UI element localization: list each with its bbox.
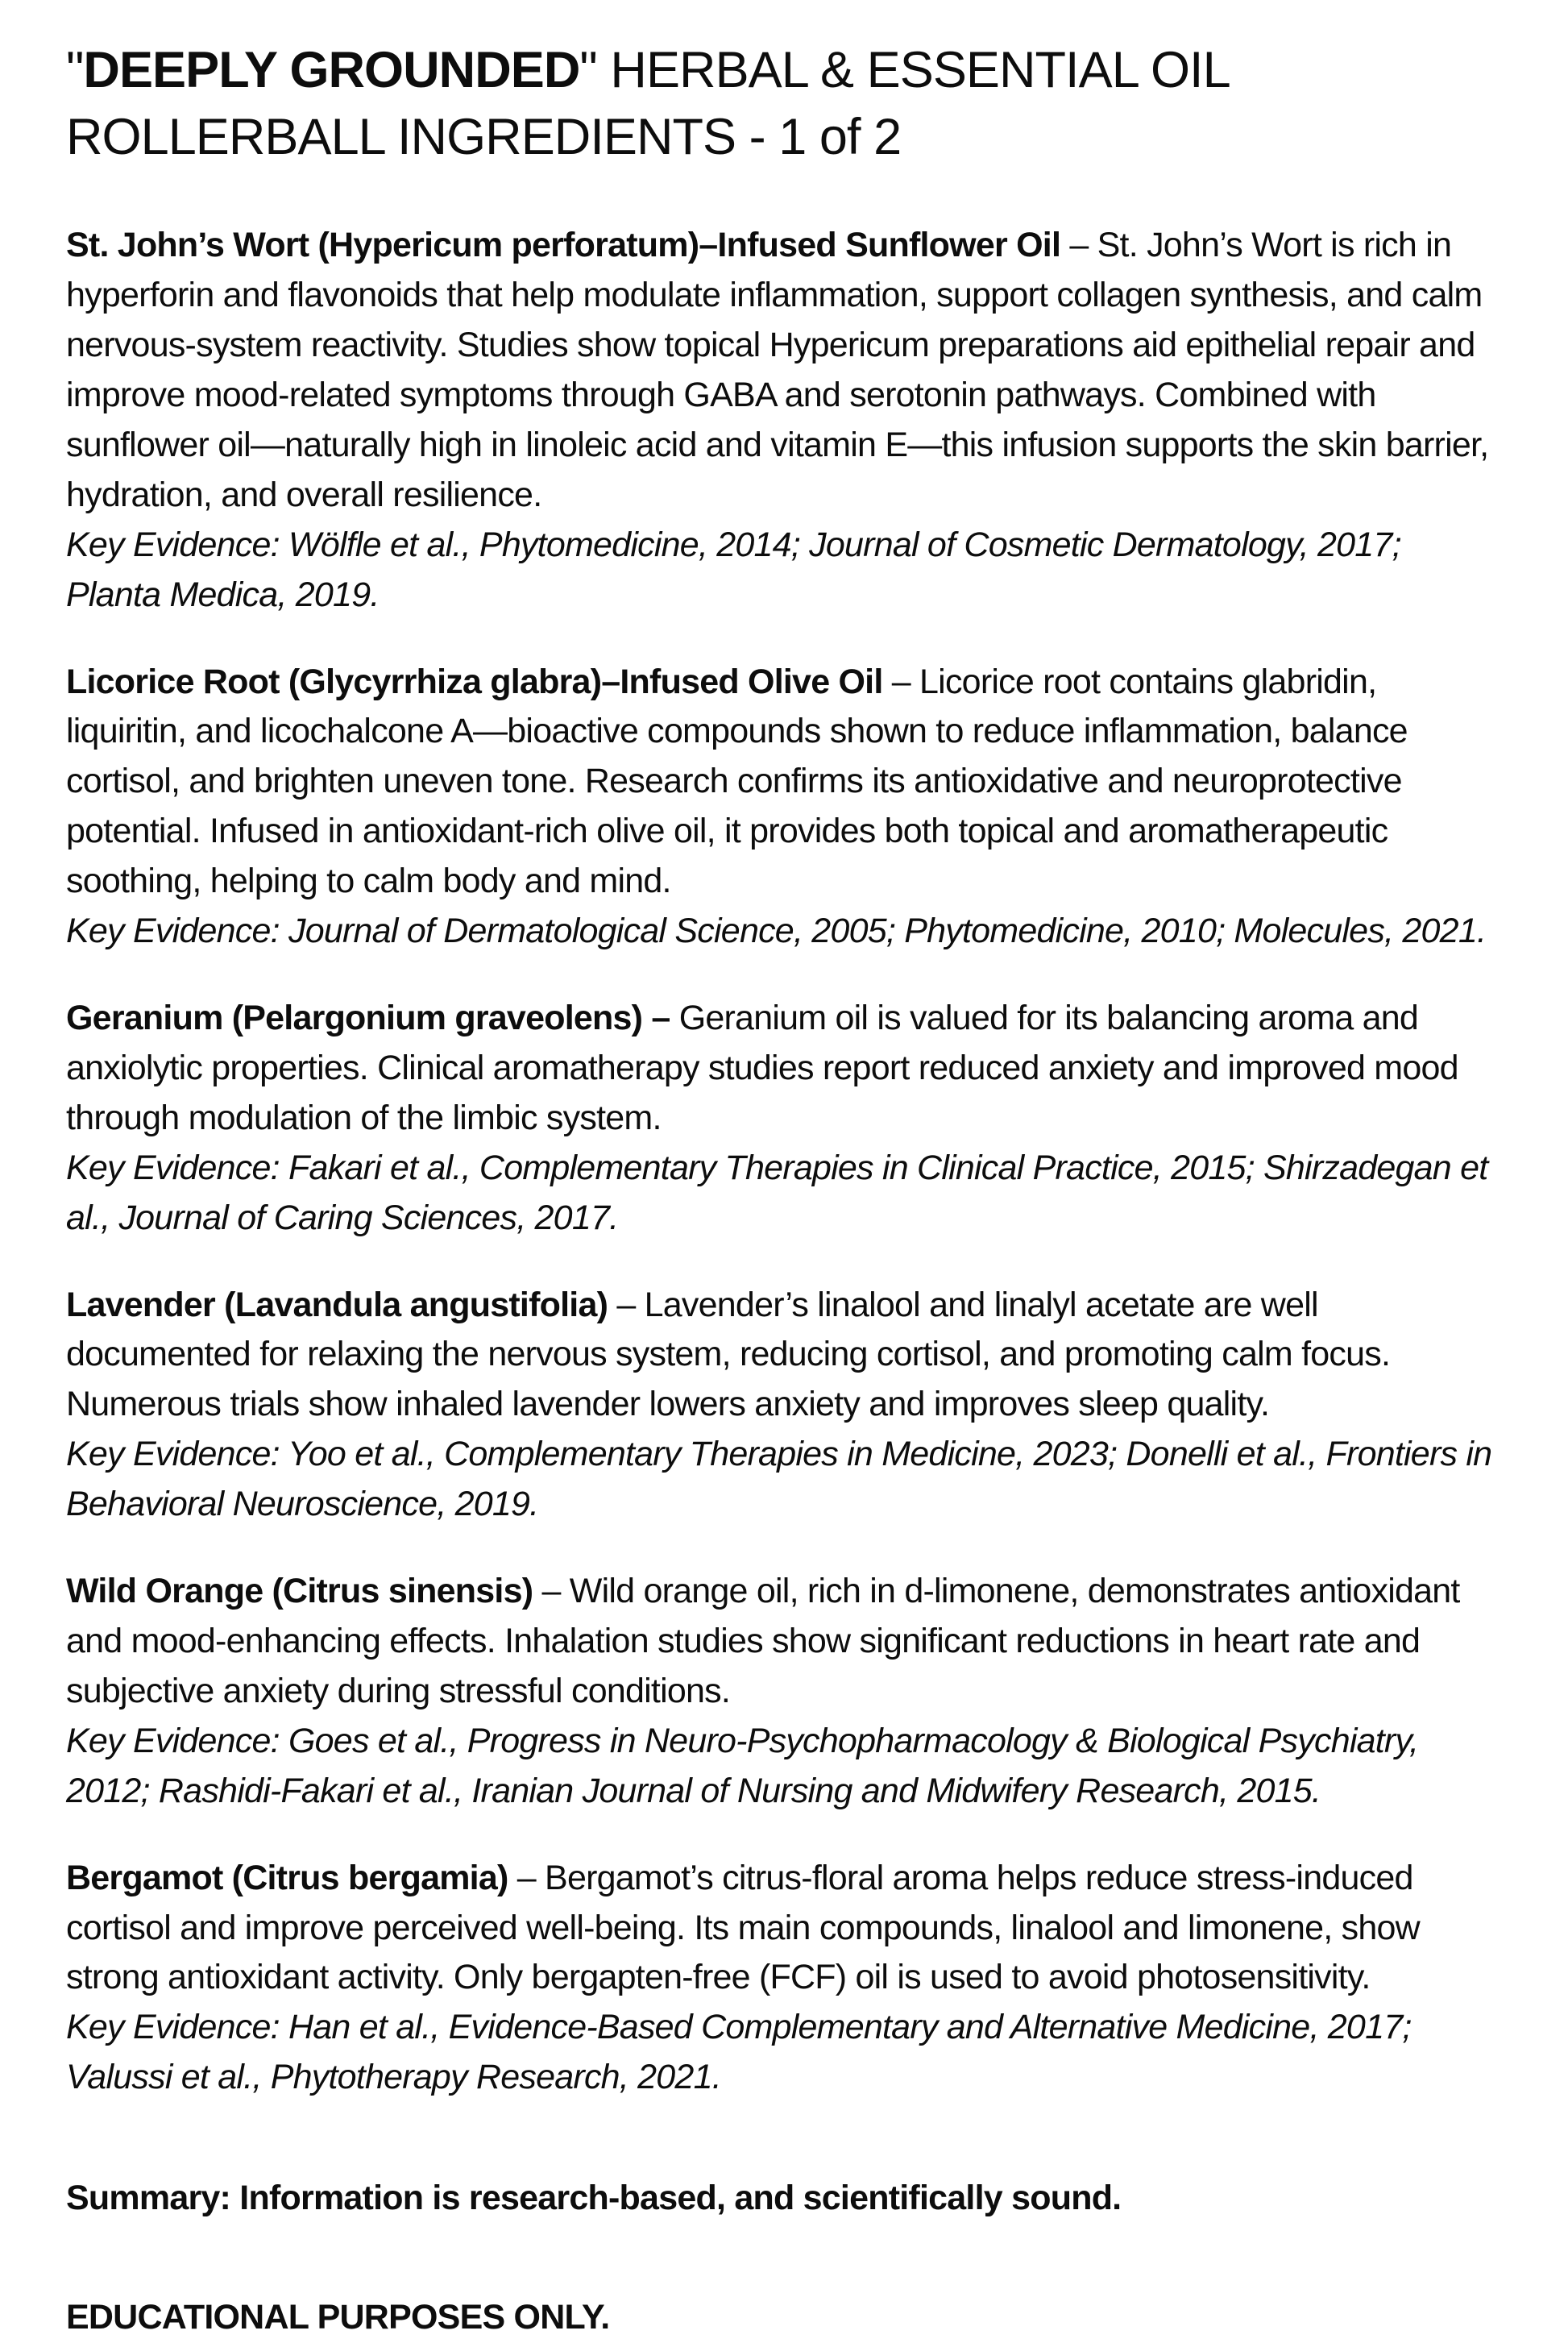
heading-separator: – — [882, 662, 920, 701]
ingredient-description: Wild orange oil, rich in d-limonene, demonstrates antioxidant and mood-enhancing effects. Inhalation studies show significant reductions in heart rate and subjective anxiety during stressful conditions. — [66, 1572, 1460, 1710]
heading-separator: – — [533, 1572, 570, 1611]
key-evidence: Key Evidence: Han et al., Evidence-Based Complementary and Alternative Medicine, 2017; Valussi et al., Phytotherapy Research, 2021. — [66, 2008, 1412, 2097]
heading-separator — [670, 999, 679, 1037]
ingredient-description: Geranium oil is valued for its balancing aroma and anxiolytic properties. Clinical aromatherapy studies report reduced anxiety and improved mood through modulation of the limbic system. — [66, 999, 1458, 1137]
ingredient-heading: Bergamot (Citrus bergamia) — [66, 1858, 508, 1897]
ingredient-paragraph — [66, 221, 1494, 620]
ingredient-paragraph — [66, 1281, 1494, 1531]
ingredient-description: St. John’s Wort is rich in hyperforin and flavonoids that help modulate inflammation, support collagen synthesis, and calm nervous-system reactivity. Studies show topical Hypericum preparations aid epithelial repair and improve mood-related symptoms through GABA and serotonin pathways. Combined with sunflower oil—naturally high in linoleic acid and vitamin E—this infusion supports the skin barrier, hydration, and overall resilience. — [66, 226, 1489, 514]
ingredient-paragraph — [66, 1567, 1494, 1817]
title-close-quote: " — [579, 42, 597, 98]
ingredient-heading: Wild Orange (Citrus sinensis) — [66, 1572, 533, 1611]
page-title — [66, 37, 1494, 171]
title-subtitle: HERBAL & ESSENTIAL OIL ROLLERBALL INGREDIENTS - 1 of 2 — [66, 42, 1229, 166]
key-evidence: Key Evidence: Journal of Dermatological Science, 2005; Phytomedicine, 2010; Molecules, 2021. — [66, 912, 1487, 951]
ingredient-heading: Lavender (Lavandula angustifolia) — [66, 1285, 608, 1324]
ingredient-description: Lavender’s linalool and linalyl acetate are well documented for relaxing the nervous system, reducing cortisol, and promoting calm focus. Numerous trials show inhaled lavender lowers anxiety and improves sleep quality. — [66, 1285, 1391, 1424]
heading-separator: – — [508, 1858, 545, 1897]
ingredient-heading: Licorice Root (Glycyrrhiza glabra)–Infused Olive Oil — [66, 662, 883, 701]
educational-disclaimer: EDUCATIONAL PURPOSES ONLY. — [66, 2298, 610, 2337]
key-evidence: Key Evidence: Yoo et al., Complementary Therapies in Medicine, 2023; Donelli et al., Frontiers in Behavioral Neuroscience, 2019. — [66, 1435, 1492, 1524]
ingredient-paragraph — [66, 1854, 1494, 2104]
ingredient-heading: St. John’s Wort (Hypericum perforatum)–Infused Sunflower Oil — [66, 226, 1061, 265]
ingredient-description: Licorice root contains glabridin, liquiritin, and licochalcone A—bioactive compounds shown to reduce inflammation, balance cortisol, and brighten uneven tone. Research confirms its antioxidative and neuroprotective potential. Infused in antioxidant-rich olive oil, it provides both topical and aromatherapeutic soothing, helping to calm body and mind. — [66, 662, 1408, 901]
title-open-quote: " — [66, 42, 84, 98]
heading-separator: – — [608, 1285, 645, 1324]
title-product-name: DEEPLY GROUNDED — [83, 42, 580, 98]
ingredient-sections — [66, 221, 1494, 2103]
key-evidence: Key Evidence: Fakari et al., Complementary Therapies in Clinical Practice, 2015; Shirzadegan et al., Journal of Caring Sciences, 2017. — [66, 1148, 1488, 1237]
heading-separator: – — [1060, 226, 1097, 265]
key-evidence: Key Evidence: Goes et al., Progress in Neuro-Psychopharmacology & Biological Psychiatry, 2012; Rashidi-Fakari et al., Iranian Journal of Nursing and Midwifery Research, 2015. — [66, 1721, 1419, 1810]
ingredient-heading: Geranium (Pelargonium graveolens) – — [66, 999, 670, 1037]
ingredient-paragraph — [66, 994, 1494, 1244]
key-evidence: Key Evidence: Wölfle et al., Phytomedicine, 2014; Journal of Cosmetic Dermatology, 2017; Planta Medica, 2019. — [66, 525, 1401, 614]
summary-line: Summary: Information is research-based, and scientifically sound. — [66, 2179, 1122, 2218]
ingredient-paragraph — [66, 658, 1494, 957]
ingredient-description: Bergamot’s citrus-floral aroma helps reduce stress-induced cortisol and improve perceived well-being. Its main compounds, linalool and limonene, show strong antioxidant activity. Only bergapten-free (FCF) oil is used to avoid photosensitivity. — [66, 1858, 1420, 1997]
